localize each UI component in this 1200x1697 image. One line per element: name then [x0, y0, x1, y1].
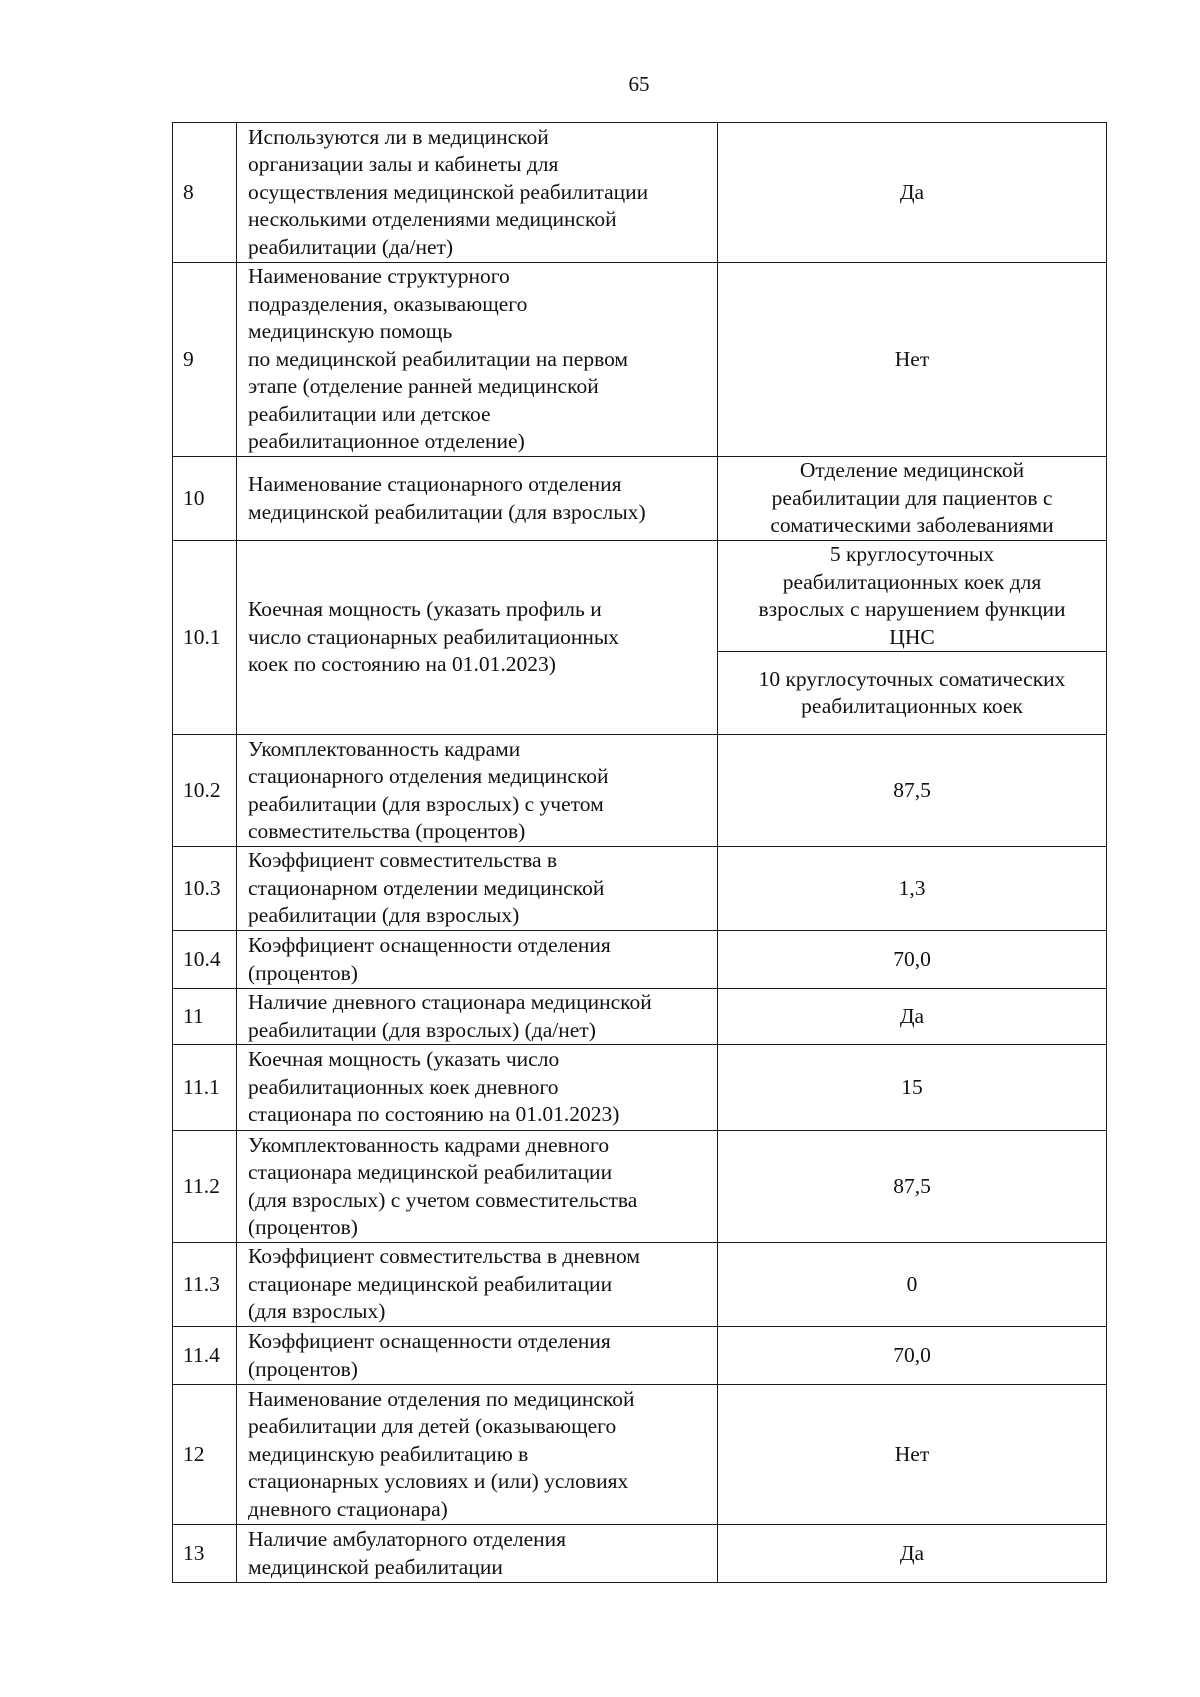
- indicator-description-cell: [237, 457, 718, 541]
- indicator-description-cell: [237, 1045, 718, 1131]
- row-number-cell: 11: [173, 989, 237, 1045]
- row-number-cell: 10.4: [173, 931, 237, 989]
- text-line: 0: [906, 1271, 918, 1296]
- text-line: 70,0: [893, 1342, 931, 1367]
- text-line: Коэффициент оснащенности отделения: [248, 1329, 611, 1353]
- text-line: стационарном отделении медицинской: [248, 875, 605, 900]
- table-row: [173, 847, 1107, 931]
- text-line: стационаре медицинской реабилитации: [248, 1271, 613, 1296]
- text-line: осуществления медицинской реабилитации: [248, 179, 649, 204]
- indicator-value-cell: [718, 735, 1107, 847]
- text-line: реабилитации (для взрослых) (да/нет): [248, 1017, 596, 1042]
- indicator-value-cell: [718, 989, 1107, 1045]
- row-number-cell: 10: [173, 457, 237, 541]
- text-line: Коэффициент оснащенности отделения: [248, 933, 611, 957]
- table-body: [173, 123, 1107, 1583]
- indicator-value-cell: [718, 1385, 1107, 1525]
- row-number-cell: 11.1: [173, 1045, 237, 1131]
- row-number-cell: 11.2: [173, 1131, 237, 1243]
- text-line: Отделение медицинской: [799, 458, 1025, 483]
- text-line: (для взрослых): [248, 1299, 386, 1324]
- text-line: коек по состоянию на 01.01.2023): [248, 652, 556, 677]
- indicator-value-cell: [718, 847, 1107, 931]
- table-row: [173, 123, 1107, 263]
- text-line: медицинскую помощь: [248, 319, 453, 344]
- text-line: (процентов): [248, 960, 358, 985]
- text-line: Наличие дневного стационара медицинской: [248, 990, 652, 1014]
- text-line: стационарного отделения медицинской: [248, 764, 609, 788]
- text-line: медицинской реабилитации (для взрослых): [248, 499, 646, 524]
- text-line: Коэффициент совместительства в дневном: [248, 1244, 640, 1269]
- table-row: [173, 541, 1107, 652]
- text-line: Укомплектованность кадрами дневного: [248, 1132, 610, 1157]
- table-row: [173, 1327, 1107, 1385]
- text-line: Да: [899, 179, 925, 204]
- text-line: подразделения, оказывающего: [248, 291, 528, 316]
- text-line: 70,0: [893, 946, 931, 971]
- text-line: стационара по состоянию на 01.01.2023): [248, 1102, 620, 1127]
- table-row: [173, 1131, 1107, 1243]
- table-row: [173, 989, 1107, 1045]
- indicator-value-cell: [718, 1243, 1107, 1327]
- table-row: [173, 263, 1107, 457]
- indicator-value-cell: [718, 1045, 1107, 1131]
- table-row: [173, 1045, 1107, 1131]
- row-number-cell: 11.4: [173, 1327, 237, 1385]
- indicator-description-cell: [237, 1243, 718, 1327]
- indicator-value-cell: [718, 931, 1107, 989]
- indicator-description-cell: [237, 541, 718, 735]
- text-line: Коэффициент совместительства в: [248, 848, 558, 873]
- text-line: дневного стационара): [248, 1496, 448, 1521]
- table-row: [173, 931, 1107, 989]
- text-line: Да: [899, 1540, 925, 1565]
- row-number-cell: 10.2: [173, 735, 237, 847]
- text-line: этапе (отделение ранней медицинской: [248, 374, 599, 399]
- text-line: медицинскую реабилитацию в: [248, 1441, 529, 1466]
- text-line: совместительства (процентов): [248, 819, 526, 843]
- text-line: число стационарных реабилитационных: [248, 624, 620, 649]
- page-number: 65: [628, 72, 650, 96]
- indicator-description-cell: [237, 1385, 718, 1525]
- indicator-description-cell: [237, 1327, 718, 1385]
- row-number-cell: 10.1: [173, 541, 237, 735]
- text-line: Да: [899, 1003, 925, 1028]
- text-line: Наличие амбулаторного отделения: [248, 1527, 567, 1551]
- row-number-cell: 11.3: [173, 1243, 237, 1327]
- text-line: реабилитационных коек для: [782, 569, 1042, 594]
- text-line: медицинской реабилитации: [248, 1554, 503, 1579]
- text-line: Нет: [894, 346, 930, 371]
- text-line: несколькими отделениями медицинской: [248, 207, 617, 232]
- indicator-value-cell: [718, 457, 1107, 541]
- report-table: [172, 122, 1107, 1583]
- text-line: по медицинской реабилитации на первом: [248, 346, 629, 371]
- indicator-description-cell: [237, 989, 718, 1045]
- indicator-value-cell: [718, 263, 1107, 457]
- text-line: (для взрослых) с учетом совместительства: [248, 1187, 638, 1212]
- text-line: Нет: [894, 1441, 930, 1466]
- text-line: реабилитации или детское: [248, 401, 491, 426]
- indicator-description-cell: [237, 931, 718, 989]
- text-line: Коечная мощность (указать число: [248, 1047, 560, 1072]
- text-line: Используются ли в медицинской: [248, 124, 549, 149]
- text-line: 87,5: [893, 1173, 931, 1198]
- indicator-description-cell: [237, 847, 718, 931]
- text-line: 5 круглосуточных: [829, 542, 995, 566]
- text-line: реабилитации (для взрослых): [248, 903, 520, 928]
- text-line: реабилитационных коек: [801, 694, 1023, 718]
- text-line: ЦНС: [889, 624, 935, 649]
- indicator-description-cell: [237, 123, 718, 263]
- text-line: соматическими заболеваниями: [770, 513, 1054, 538]
- text-line: 15: [901, 1074, 923, 1099]
- text-line: стационара медицинской реабилитации: [248, 1160, 613, 1184]
- text-line: (процентов): [248, 1356, 358, 1381]
- text-line: 87,5: [893, 777, 931, 802]
- table-row: [173, 735, 1107, 847]
- text-line: Наименование структурного: [248, 264, 510, 289]
- text-line: 10 круглосуточных соматических: [758, 666, 1066, 691]
- indicator-description-cell: [237, 735, 718, 847]
- indicator-value-cell: [718, 1131, 1107, 1243]
- text-line: Коечная мощность (указать профиль и: [248, 597, 602, 622]
- text-line: реабилитации (да/нет): [248, 234, 454, 259]
- text-line: реабилитационное отделение): [248, 429, 525, 454]
- text-line: организации залы и кабинеты для: [248, 152, 559, 177]
- text-line: (процентов): [248, 1215, 358, 1239]
- row-number-cell: 13: [173, 1525, 237, 1583]
- indicator-description-cell: [237, 1131, 718, 1243]
- text-line: реабилитации для детей (оказывающего: [248, 1414, 617, 1439]
- indicator-description-cell: [237, 263, 718, 457]
- table-row: [173, 1385, 1107, 1525]
- row-number-cell: 9: [173, 263, 237, 457]
- indicator-value-cell: [718, 541, 1107, 652]
- table-row: [173, 1525, 1107, 1583]
- table-row: [173, 1243, 1107, 1327]
- text-line: реабилитационных коек дневного: [248, 1074, 559, 1099]
- indicator-value-cell: [718, 652, 1107, 735]
- text-line: взрослых с нарушением функции: [758, 597, 1066, 621]
- row-number-cell: 12: [173, 1385, 237, 1525]
- text-line: Наименование отделения по медицинской: [248, 1386, 635, 1411]
- indicator-value-cell: [718, 1525, 1107, 1583]
- indicator-value-cell: [718, 1327, 1107, 1385]
- indicator-description-cell: [237, 1525, 718, 1583]
- text-line: Наименование стационарного отделения: [248, 472, 622, 496]
- row-number-cell: 8: [173, 123, 237, 263]
- text-line: реабилитации (для взрослых) с учетом: [248, 791, 604, 816]
- row-number-cell: 10.3: [173, 847, 237, 931]
- text-line: реабилитации для пациентов с: [771, 485, 1053, 510]
- table-row: [173, 457, 1107, 541]
- indicator-value-cell: [718, 123, 1107, 263]
- text-line: стационарных условиях и (или) условиях: [248, 1469, 629, 1494]
- text-line: Укомплектованность кадрами: [248, 736, 521, 761]
- text-line: 1,3: [898, 875, 926, 900]
